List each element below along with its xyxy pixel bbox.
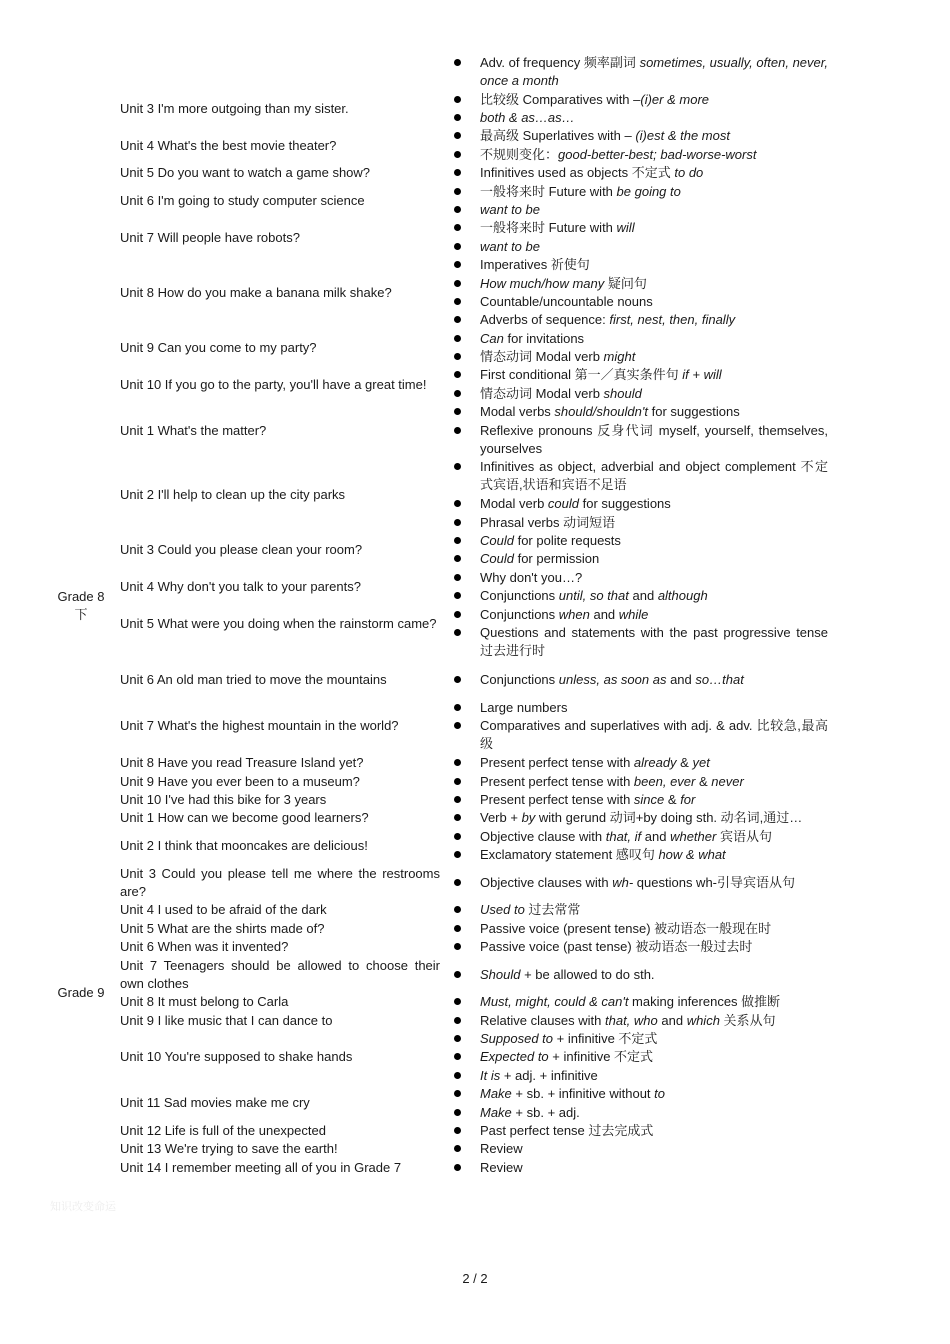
italic-term: How much/how many bbox=[480, 276, 605, 291]
bullet-text: Phrasal verbs 动词短语 bbox=[480, 515, 616, 530]
bullet-text: Review bbox=[480, 1141, 523, 1156]
grade-label-line: Grade 8 bbox=[57, 589, 105, 604]
grammar-bullet bbox=[480, 1140, 828, 1158]
grammar-bullet bbox=[480, 238, 828, 256]
bullet-text: Countable/uncountable nouns bbox=[480, 294, 653, 309]
unit-title: Unit 3 I'm more outgoing than my sister. bbox=[120, 101, 349, 116]
italic-term: while bbox=[618, 607, 649, 622]
bullet-text: for suggestions bbox=[647, 404, 740, 419]
bullet-text: Exclamatory statement 感叹句 bbox=[480, 847, 659, 862]
unit-title: Unit 2 I think that mooncakes are delicious! bbox=[120, 838, 368, 853]
bullet-text: Conjunctions bbox=[480, 607, 559, 622]
bullet-text: Comparatives and superlatives with adj. & adv. 比较急,最高级 bbox=[480, 718, 828, 751]
italic-term: how & what bbox=[658, 847, 726, 862]
unit-title: Unit 7 What's the highest mountain in the world? bbox=[120, 718, 399, 733]
grammar-bullet bbox=[480, 624, 828, 660]
bullet-text: Modal verb bbox=[480, 496, 548, 511]
bullet-text: Infinitives as object, adverbial and object complement 不定式宾语,状语和宾语不足语 bbox=[480, 459, 828, 492]
bullet-text: 比较级 Comparatives with – bbox=[480, 92, 641, 107]
unit-title: Unit 2 I'll help to clean up the city parks bbox=[120, 487, 346, 502]
grammar-bullet bbox=[480, 146, 828, 164]
bullet-text: Verb + bbox=[480, 810, 522, 825]
bullet-text: Conjunctions bbox=[480, 588, 559, 603]
unit-title: Unit 5 What were you doing when the rainstorm came? bbox=[120, 616, 437, 631]
unit-title: Unit 8 It must belong to Carla bbox=[120, 994, 289, 1009]
grammar-bullet bbox=[480, 569, 828, 587]
bullet-text: Modal verbs bbox=[480, 404, 555, 419]
grammar-bullet bbox=[480, 127, 828, 145]
grammar-bullet bbox=[480, 1012, 828, 1030]
grammar-bullet bbox=[480, 671, 828, 689]
grammar-bullet bbox=[480, 773, 828, 791]
italic-term: for bbox=[680, 792, 696, 807]
grammar-bullet bbox=[480, 606, 828, 624]
bullet-text: + adj. + infinitive bbox=[500, 1068, 598, 1083]
grammar-bullet bbox=[480, 699, 828, 717]
grammar-bullet bbox=[480, 532, 828, 550]
grammar-bullet bbox=[480, 587, 828, 605]
italic-term: Could bbox=[480, 533, 514, 548]
italic-term: when bbox=[558, 607, 590, 622]
bullet-text: and bbox=[657, 1013, 687, 1028]
italic-term: Used to bbox=[480, 902, 525, 917]
bullet-text: Passive voice (present tense) 被动语态一般现在时 bbox=[480, 921, 772, 936]
grammar-bullet bbox=[480, 422, 828, 458]
grammar-bullet bbox=[480, 874, 828, 892]
unit-title: Unit 6 An old man tried to move the mountains bbox=[120, 672, 387, 687]
bullet-text: + sb. + adj. bbox=[511, 1105, 580, 1120]
bullet-text: Past perfect tense 过去完成式 bbox=[480, 1123, 654, 1138]
italic-term: might bbox=[603, 349, 636, 364]
unit-title: Unit 1 How can we become good learners? bbox=[120, 810, 369, 825]
italic-term: unless, as soon as bbox=[558, 672, 667, 687]
grammar-bullet bbox=[480, 717, 828, 753]
italic-term: by bbox=[521, 810, 536, 825]
bullet-text: Relative clauses with bbox=[480, 1013, 605, 1028]
italic-term: to do bbox=[674, 165, 704, 180]
grammar-bullet bbox=[480, 54, 828, 90]
italic-term: (i)er & more bbox=[640, 92, 710, 107]
grammar-bullet bbox=[480, 91, 828, 109]
bullet-text: and bbox=[666, 672, 696, 687]
unit-title: Unit 10 You're supposed to shake hands bbox=[120, 1049, 353, 1064]
bullet-text: Present perfect tense with bbox=[480, 755, 634, 770]
italic-term: Make bbox=[480, 1086, 512, 1101]
grammar-bullet bbox=[480, 109, 828, 127]
bullet-text: 关系从句 bbox=[719, 1013, 776, 1028]
bullet-text: Objective clause with bbox=[480, 829, 606, 844]
bullet-text: & bbox=[695, 774, 712, 789]
grammar-bullet bbox=[480, 495, 828, 513]
bullet-text: + sb. + infinitive without bbox=[511, 1086, 655, 1101]
bullet-text: 情态动词 Modal verb bbox=[480, 349, 604, 364]
unit-title: Unit 3 Could you please tell me where the restrooms are? bbox=[120, 866, 440, 899]
grammar-bullet bbox=[480, 828, 828, 846]
bullet-text: & bbox=[676, 755, 693, 770]
italic-term: so…that bbox=[695, 672, 744, 687]
unit-title: Unit 9 Can you come to my party? bbox=[120, 340, 317, 355]
grammar-bullet bbox=[480, 966, 828, 984]
bullet-text: + be allowed to do sth. bbox=[520, 967, 655, 982]
italic-term: could bbox=[547, 496, 579, 511]
bullet-text: for permission bbox=[513, 551, 600, 566]
grammar-bullet bbox=[480, 219, 828, 237]
italic-term: first, nest, then, finally bbox=[609, 312, 736, 327]
grammar-bullet bbox=[480, 183, 828, 201]
italic-term: already bbox=[633, 755, 677, 770]
italic-term: Could bbox=[480, 551, 514, 566]
italic-term: if + will bbox=[682, 367, 722, 382]
bullet-text: 宾语从句 bbox=[716, 829, 772, 844]
bullet-text: Reflexive pronouns 反身代词 myself, yourself, themselves, yourselves bbox=[480, 423, 828, 456]
bullet-text: for suggestions bbox=[579, 496, 671, 511]
unit-title: Unit 10 I've had this bike for 3 years bbox=[120, 792, 327, 807]
italic-term: Must, might, could & can't bbox=[480, 994, 629, 1009]
grammar-bullet bbox=[480, 754, 828, 772]
italic-term: Should bbox=[480, 967, 521, 982]
grammar-bullet bbox=[480, 938, 828, 956]
grammar-bullet bbox=[480, 201, 828, 219]
unit-title: Unit 4 Why don't you talk to your parents? bbox=[120, 579, 361, 594]
bullet-text: Infinitives used as objects 不定式 bbox=[480, 165, 675, 180]
grammar-bullet bbox=[480, 348, 828, 366]
bullet-text: making inferences 做推断 bbox=[628, 994, 781, 1009]
italic-term: Can bbox=[480, 331, 504, 346]
italic-term: want to be bbox=[480, 202, 540, 217]
unit-title: Unit 7 Teenagers should be allowed to choose their own clothes bbox=[120, 958, 440, 991]
bullet-text: 不规则变化： bbox=[480, 147, 559, 162]
unit-title: Unit 5 What are the shirts made of? bbox=[120, 921, 325, 936]
italic-term: never bbox=[711, 774, 744, 789]
bullet-text: with gerund 动词+by doing sth. 动名词,通过… bbox=[535, 810, 803, 825]
bullet-text: 疑问句 bbox=[604, 276, 647, 291]
grammar-bullet bbox=[480, 1067, 828, 1085]
unit-title: Unit 8 How do you make a banana milk shake? bbox=[120, 285, 392, 300]
italic-term: until, so that bbox=[558, 588, 629, 603]
bullet-text: for polite requests bbox=[513, 533, 621, 548]
grammar-bullet bbox=[480, 1104, 828, 1122]
grammar-bullet bbox=[480, 275, 828, 293]
grammar-bullet bbox=[480, 311, 828, 329]
bullet-text: Questions and statements with the past progressive tense 过去进行时 bbox=[480, 625, 828, 658]
grammar-bullet bbox=[480, 164, 828, 182]
grammar-bullet bbox=[480, 256, 828, 274]
unit-title: Unit 4 What's the best movie theater? bbox=[120, 138, 337, 153]
bullet-text: Adv. of frequency 频率副词 bbox=[480, 55, 640, 70]
bullet-text: First conditional 第一／真实条件句 bbox=[480, 367, 683, 382]
italic-term: whether bbox=[670, 829, 717, 844]
bullet-text: for invitations bbox=[503, 331, 585, 346]
italic-term: that, if bbox=[605, 829, 642, 844]
unit-title: Unit 11 Sad movies make me cry bbox=[120, 1095, 310, 1110]
unit-title: Unit 6 I'm going to study computer science bbox=[120, 193, 365, 208]
bullet-text: 最高级 Superlatives with – bbox=[480, 128, 636, 143]
italic-term: Expected to bbox=[480, 1049, 549, 1064]
italic-term: should bbox=[603, 386, 642, 401]
unit-title: Unit 13 We're trying to save the earth! bbox=[120, 1141, 338, 1156]
grade-label-line: 下 bbox=[74, 607, 88, 622]
unit-title: Unit 8 Have you read Treasure Island yet? bbox=[120, 755, 364, 770]
bullet-text: 情态动词 Modal verb bbox=[480, 386, 604, 401]
grammar-bullet bbox=[480, 791, 828, 809]
grammar-bullet bbox=[480, 458, 828, 494]
grammar-bullet bbox=[480, 1122, 828, 1140]
grammar-bullet bbox=[480, 330, 828, 348]
unit-title: Unit 3 Could you please clean your room? bbox=[120, 542, 363, 557]
bullet-text: Passive voice (past tense) 被动语态一般过去时 bbox=[480, 939, 753, 954]
unit-title: Unit 1 What's the matter? bbox=[120, 423, 267, 438]
unit-title: Unit 6 When was it invented? bbox=[120, 939, 289, 954]
bullet-text: + infinitive 不定式 bbox=[548, 1049, 654, 1064]
unit-title: Unit 4 I used to be afraid of the dark bbox=[120, 902, 327, 917]
bullet-text: Conjunctions bbox=[480, 672, 559, 687]
unit-title: Unit 14 I remember meeting all of you in Grade 7 bbox=[120, 1160, 402, 1175]
grammar-bullet bbox=[480, 1030, 828, 1048]
italic-term: which bbox=[686, 1013, 720, 1028]
italic-term: (i)est & the most bbox=[635, 128, 730, 143]
italic-term: be going to bbox=[616, 184, 681, 199]
italic-term: sometimes, usually, often, never, once a month bbox=[480, 55, 828, 88]
grammar-bullet bbox=[480, 514, 828, 532]
grammar-bullet bbox=[480, 809, 828, 827]
bullet-text: Present perfect tense with bbox=[480, 792, 634, 807]
grammar-bullet bbox=[480, 1048, 828, 1066]
italic-term: will bbox=[616, 220, 635, 235]
bullet-text: Present perfect tense with bbox=[480, 774, 634, 789]
bullet-text: Objective clauses with bbox=[480, 875, 613, 890]
italic-term: want to be bbox=[480, 239, 540, 254]
italic-term: been, ever bbox=[633, 774, 696, 789]
unit-title: Unit 5 Do you want to watch a game show? bbox=[120, 165, 371, 180]
bullet-text: & bbox=[664, 792, 681, 807]
watermark: 知识改变命运 bbox=[50, 1201, 116, 1213]
bullet-text: Large numbers bbox=[480, 700, 568, 715]
grammar-bullet bbox=[480, 993, 828, 1011]
italic-term: both & as…as… bbox=[480, 110, 575, 125]
grade-label bbox=[50, 984, 112, 1002]
grade-label-line: Grade 9 bbox=[57, 985, 105, 1000]
bullet-text: 过去常常 bbox=[524, 902, 581, 917]
italic-term: since bbox=[633, 792, 665, 807]
italic-term: wh- bbox=[612, 875, 634, 890]
bullet-text: and bbox=[628, 588, 658, 603]
unit-title: Unit 7 Will people have robots? bbox=[120, 230, 300, 245]
grammar-bullet bbox=[480, 901, 828, 919]
unit-title: Unit 9 I like music that I can dance to bbox=[120, 1013, 333, 1028]
bullet-text: 一般将来时 Future with bbox=[480, 220, 617, 235]
italic-term: should/shouldn't bbox=[554, 404, 648, 419]
unit-title: Unit 12 Life is full of the unexpected bbox=[120, 1123, 326, 1138]
italic-term: to bbox=[654, 1086, 665, 1101]
grammar-bullet bbox=[480, 846, 828, 864]
unit-title: Unit 10 If you go to the party, you'll have a great time! bbox=[120, 377, 427, 392]
italic-term: good-better-best; bad-worse-worst bbox=[558, 147, 757, 162]
bullet-text: 一般将来时 Future with bbox=[480, 184, 617, 199]
grammar-bullet bbox=[480, 385, 828, 403]
bullet-text: Review bbox=[480, 1160, 523, 1175]
grammar-bullet bbox=[480, 1085, 828, 1103]
bullet-text: and bbox=[589, 607, 619, 622]
italic-term: yet bbox=[692, 755, 710, 770]
page-number: 2 / 2 bbox=[462, 1271, 488, 1286]
grade-label bbox=[50, 588, 112, 624]
grammar-bullet bbox=[480, 293, 828, 311]
italic-term: Supposed to bbox=[480, 1031, 554, 1046]
bullet-text: questions wh-引导宾语从句 bbox=[633, 875, 796, 890]
grammar-bullet bbox=[480, 1159, 828, 1177]
italic-term: that, who bbox=[605, 1013, 658, 1028]
italic-term: Make bbox=[480, 1105, 512, 1120]
italic-term: It is bbox=[480, 1068, 501, 1083]
bullet-text: + infinitive 不定式 bbox=[553, 1031, 658, 1046]
grammar-bullet bbox=[480, 366, 828, 384]
unit-title: Unit 9 Have you ever been to a museum? bbox=[120, 774, 360, 789]
grammar-bullet bbox=[480, 403, 828, 421]
grammar-bullet bbox=[480, 550, 828, 568]
grammar-bullet bbox=[480, 920, 828, 938]
bullet-text: and bbox=[641, 829, 671, 844]
bullet-text: Why don't you…? bbox=[480, 570, 583, 585]
bullet-text: Imperatives 祈使句 bbox=[480, 257, 590, 272]
italic-term: although bbox=[657, 588, 708, 603]
bullet-text: Adverbs of sequence: bbox=[480, 312, 610, 327]
